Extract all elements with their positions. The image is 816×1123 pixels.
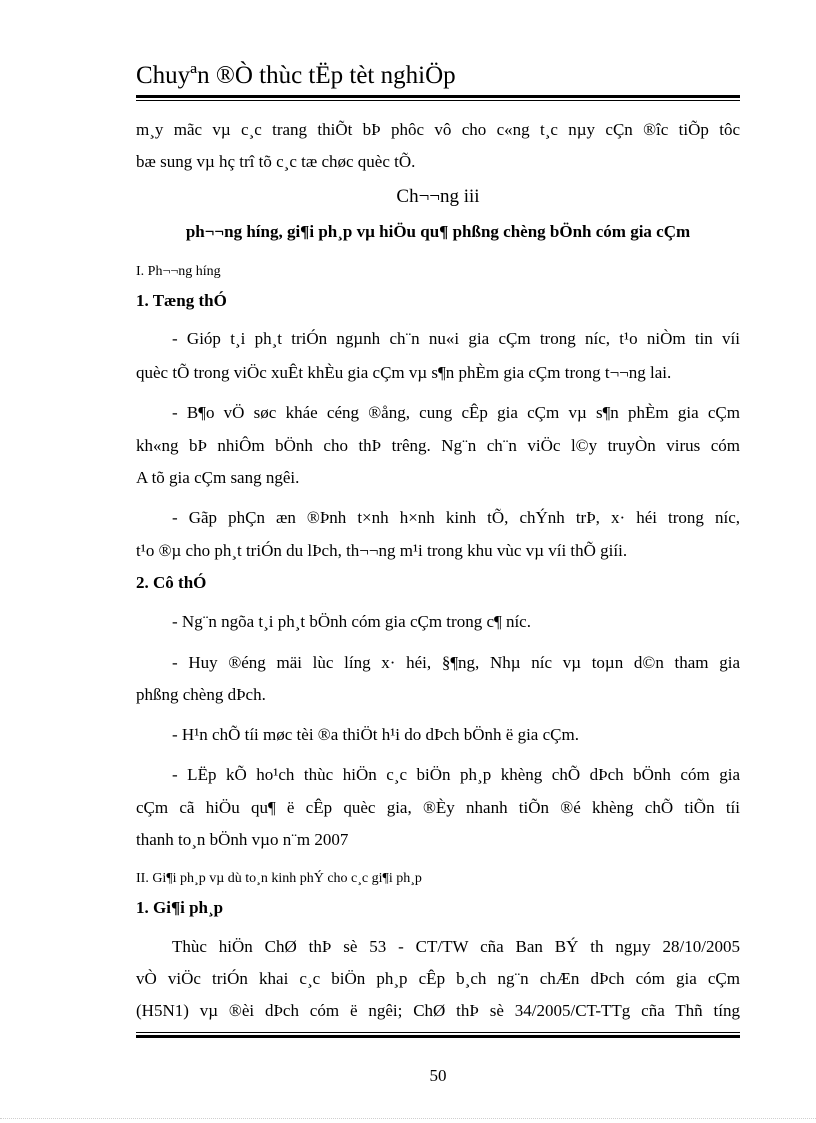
paragraph-line: - Gãp phÇn æn ®Þnh t×nh h×nh kinh tÕ, chÝnh trÞ, x· héi trong níc,: [172, 508, 740, 527]
chapter-title: ph¬¬ng híng, gi¶i ph¸p vµ hiÖu qu¶ phßng chèng bÖnh cóm gia cÇm: [185, 222, 691, 241]
paragraph-line: m¸y mãc vµ c¸c trang thiÕt bÞ phôc vô cho c«ng t¸c nµy cÇn ®îc tiÕp tôc: [136, 120, 740, 139]
subsection-heading: 1. Gi¶i ph¸p: [136, 898, 224, 917]
page-bottom-divider: [0, 1118, 816, 1119]
paragraph-line: kh«ng bÞ nhiÔm bÖnh cho thÞ trêng. Ng¨n ch¨n viÖc l©y truyÒn virus cóm: [136, 436, 740, 455]
subsection-heading: 2. Cô thÓ: [136, 573, 207, 592]
paragraph-line: vÒ viÖc triÓn khai c¸c biÖn ph¸p cÊp b¸ch ng¨n chÆn dÞch cóm gia cÇm: [136, 969, 740, 988]
paragraph-line: phßng chèng dÞch.: [136, 685, 266, 704]
paragraph-line: - LËp kÕ ho¹ch thùc hiÖn c¸c biÖn ph¸p khèng chÕ dÞch bÖnh cóm gia: [172, 765, 740, 784]
footer-rule-thick: [136, 1035, 740, 1038]
paragraph-line: quèc tÕ trong viÖc xuÊt khÈu gia cÇm vµ s¶n phÈm gia cÇm trong t¬¬ng lai.: [136, 363, 672, 382]
paragraph-line: cÇm cã hiÖu qu¶ ë cÊp quèc gia, ®Èy nhanh tiÕn ®é khèng chÕ tiÕn tíi: [136, 798, 740, 817]
header-rule-thick: [136, 95, 740, 98]
subsection-heading: 1. Tæng thÓ: [136, 291, 227, 310]
paragraph-line: - H¹n chÕ tíi møc tèi ®a thiÖt h¹i do dÞch bÖnh ë gia cÇm.: [172, 725, 579, 744]
paragraph-line: - Ng¨n ngõa t¸i ph¸t bÖnh cóm gia cÇm trong c¶ níc.: [172, 612, 531, 631]
paragraph-line: (H5N1) vµ ®èi dÞch cóm ë ngêi; ChØ thÞ sè 34/2005/CT-TTg cña Thñ tíng: [136, 1001, 740, 1020]
chapter-heading: Ch¬¬ng iii: [396, 186, 480, 207]
paragraph-line: Thùc hiÖn ChØ thÞ sè 53 - CT/TW cña Ban BÝ th ngµy 28/10/2005: [172, 937, 740, 956]
header-rule-thin: [136, 100, 740, 101]
paragraph-line: thanh to¸n bÖnh vµo n¨m 2007: [136, 830, 349, 849]
page-number: 50: [429, 1066, 447, 1085]
paragraph-line: bæ sung vµ hç trî tõ c¸c tæ chøc quèc tÕ.: [136, 152, 416, 171]
paragraph-line: - Huy ®éng mäi lùc líng x· héi, §¶ng, Nhµ níc vµ toµn d©n tham gia: [172, 653, 740, 672]
header-title: Chuyªn ®Ò thùc tËp tèt nghiÖp: [136, 62, 456, 89]
section-heading: I. Ph¬¬ng híng: [136, 264, 221, 279]
paragraph-line: - Gióp t¸i ph¸t triÓn ngµnh ch¨n nu«i gia cÇm trong níc, t¹o niÒm tin víi: [172, 329, 740, 348]
paragraph-line: t¹o ®µ cho ph¸t triÓn du lÞch, th¬¬ng m¹i trong khu vùc vµ víi thÕ giíi.: [136, 541, 628, 560]
section-heading: II. Gi¶i ph¸p vµ dù to¸n kinh phÝ cho c¸c gi¶i ph¸p: [136, 871, 422, 886]
paragraph-line: - B¶o vÖ søc kháe céng ®ång, cung cÊp gia cÇm vµ s¶n phÈm gia cÇm: [172, 403, 740, 422]
paragraph-line: A tõ gia cÇm sang ngêi.: [136, 468, 300, 487]
footer-rule-thin: [136, 1032, 740, 1033]
